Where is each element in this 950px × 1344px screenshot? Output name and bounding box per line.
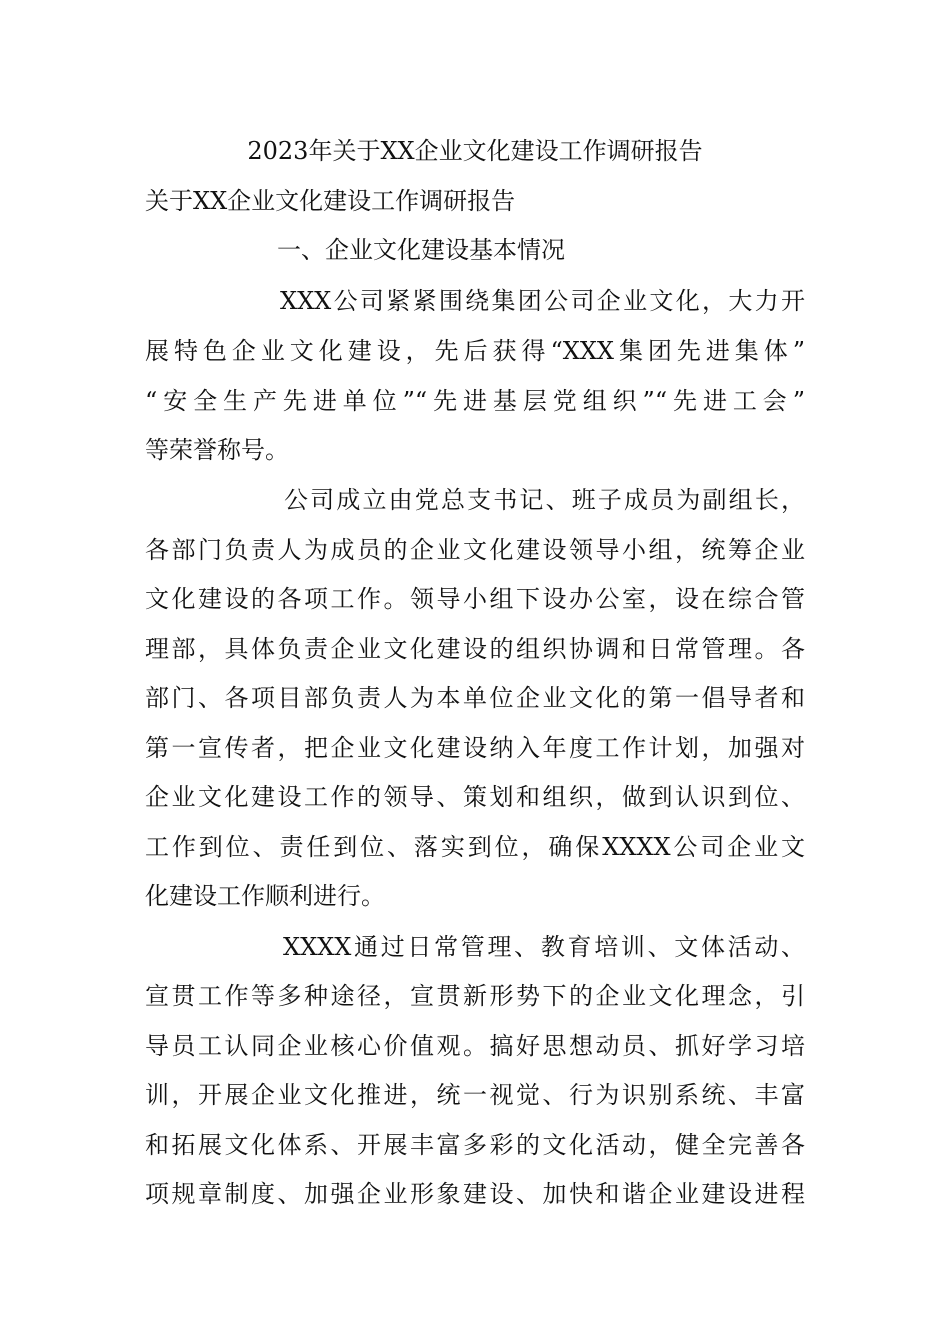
paragraph-line: 项规章制度、加强企业形象建设、加快和谐企业建设进程 [145, 1180, 805, 1208]
paragraph-line: 展特色企业文化建设，先后获得“XXX集团先进集体” [145, 337, 805, 365]
paragraph-line: 文化建设的各项工作。领导小组下设办公室，设在综合管 [145, 585, 805, 613]
document-title: 2023年关于XX企业文化建设工作调研报告 [247, 137, 703, 165]
paragraph-line: 公司成立由党总支书记、班子成员为副组长， [284, 486, 805, 514]
paragraph-line: 导员工认同企业核心价值观。搞好思想动员、抓好学习培 [145, 1032, 805, 1060]
paragraph-line: 各部门负责人为成员的企业文化建设领导小组，统筹企业 [145, 536, 805, 564]
paragraph-line: 理部，具体负责企业文化建设的组织协调和日常管理。各 [145, 635, 805, 663]
paragraph-line: XXXX通过日常管理、教育培训、文体活动、 [283, 933, 805, 961]
paragraph-line: 部门、各项目部负责人为本单位企业文化的第一倡导者和 [145, 684, 805, 712]
document-subtitle: 关于XX企业文化建设工作调研报告 [145, 187, 516, 215]
paragraph-line: 和拓展文化体系、开展丰富多彩的文化活动，健全完善各 [145, 1131, 805, 1159]
paragraph-line: 等荣誉称号。 [145, 436, 289, 464]
paragraph-line: “安全生产先进单位”“先进基层党组织”“先进工会” [145, 387, 805, 415]
paragraph-line: 化建设工作顺利进行。 [145, 882, 385, 910]
paragraph-line: XXX公司紧紧围绕集团公司企业文化，大力开 [280, 287, 805, 315]
section-heading: 一、企业文化建设基本情况 [277, 236, 565, 264]
paragraph-line: 工作到位、责任到位、落实到位，确保XXXX公司企业文 [145, 833, 805, 861]
paragraph-line: 宣贯工作等多种途径，宣贯新形势下的企业文化理念，引 [145, 982, 805, 1010]
paragraph-line: 训，开展企业文化推进，统一视觉、行为识别系统、丰富 [145, 1081, 805, 1109]
paragraph-line: 企业文化建设工作的领导、策划和组织，做到认识到位、 [145, 783, 805, 811]
paragraph-line: 第一宣传者，把企业文化建设纳入年度工作计划，加强对 [145, 734, 805, 762]
